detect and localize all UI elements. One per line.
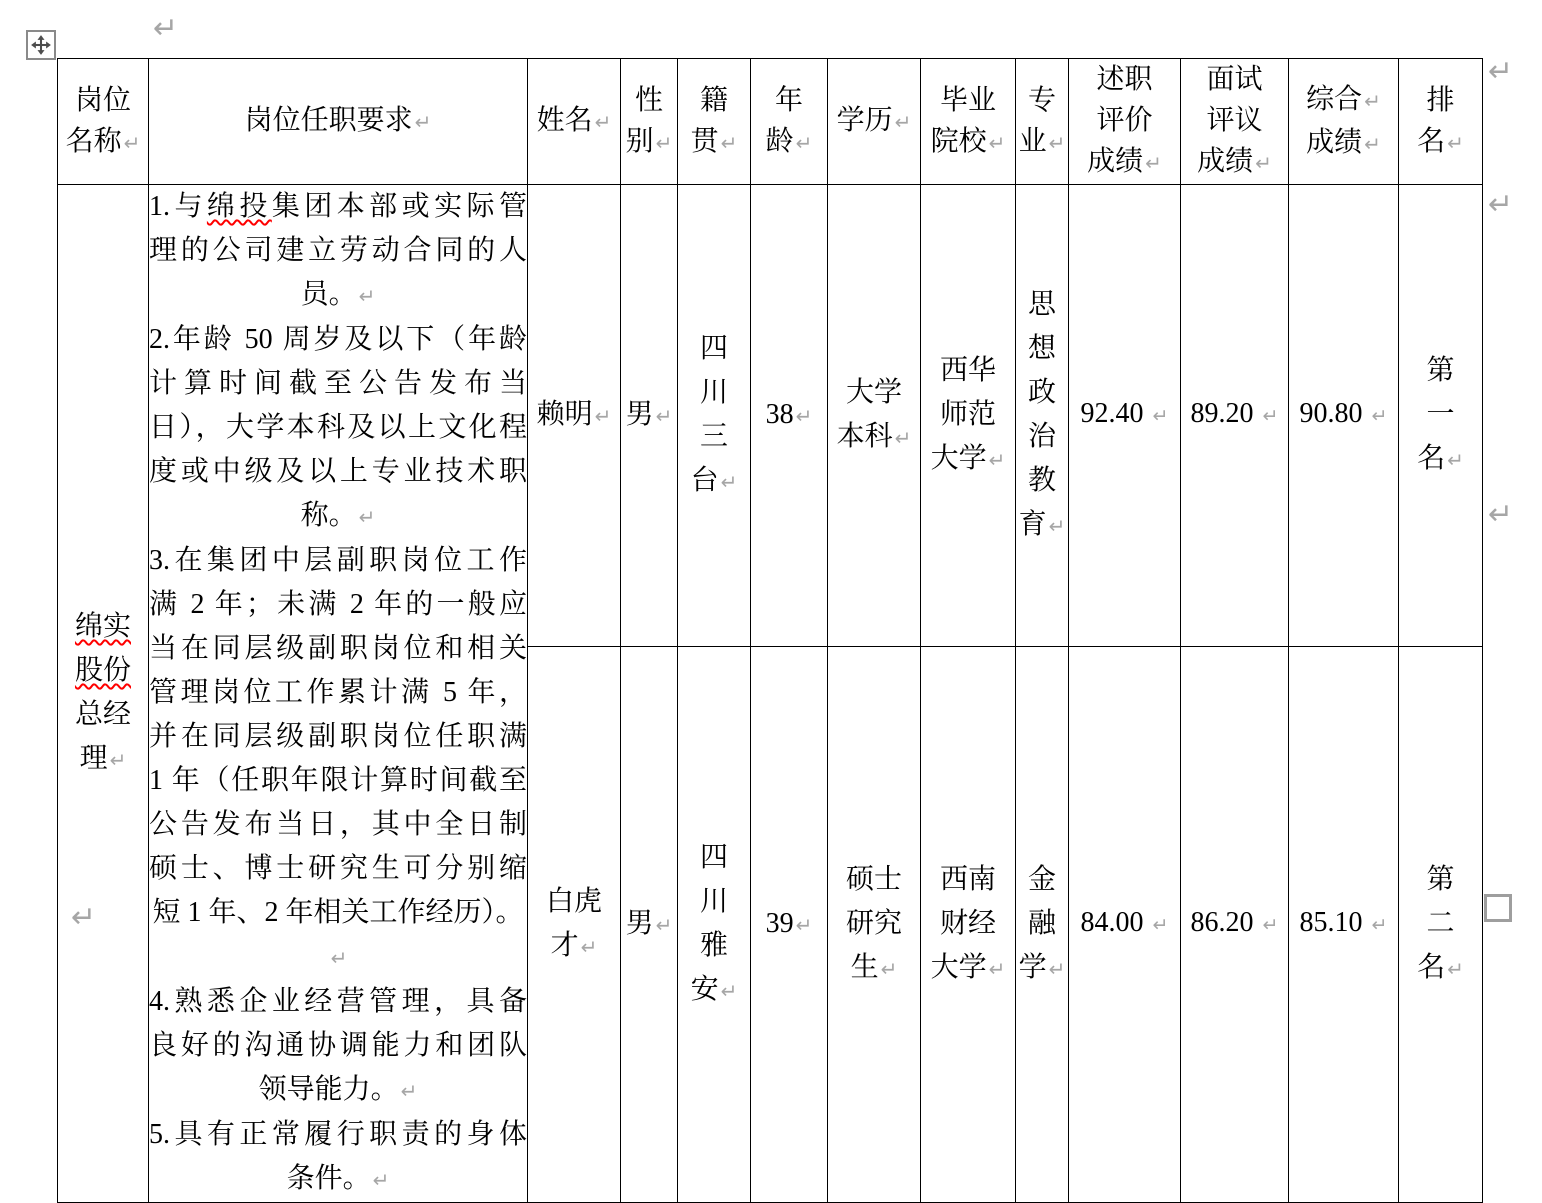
pilcrow-icon: ↵ [1048, 956, 1066, 981]
text-line [149, 539, 527, 583]
cell-text: 龄 [765, 125, 794, 157]
text-line [528, 100, 620, 143]
text-line [1289, 79, 1398, 122]
text-line [149, 803, 527, 847]
cell-text: 性 [634, 84, 663, 116]
pilcrow-icon: ↵ [594, 403, 612, 428]
cell-text: 84.00 [1080, 907, 1144, 939]
text-line [678, 459, 750, 504]
cell-text: 赖明 [536, 398, 593, 430]
text-line [921, 393, 1015, 437]
text-line [58, 693, 148, 737]
cell-text: 四 [699, 841, 728, 873]
text-line [678, 968, 750, 1013]
cell-text: 面试 [1206, 64, 1263, 95]
pilcrow-icon: ↵ [720, 469, 738, 494]
text-line [921, 121, 1015, 164]
cell-r2-age[interactable] [751, 646, 828, 1202]
cell-text: 89.20 [1190, 398, 1254, 430]
text-line [1016, 415, 1068, 459]
text-line [149, 100, 527, 143]
cell-text: 育 [1018, 508, 1047, 540]
text-line [58, 605, 148, 649]
pilcrow-icon: ↵ [1488, 497, 1514, 532]
cell-text: 金 [1027, 863, 1056, 895]
cell-text: 评议 [1206, 105, 1263, 136]
pilcrow-icon: ↵ [109, 748, 127, 772]
cell-text: 业 [1018, 125, 1047, 157]
pilcrow-icon: ↵ [358, 284, 376, 308]
pilcrow-icon: ↵ [655, 912, 673, 937]
cell-text: 1.与 [149, 191, 207, 222]
pilcrow-icon: ↵ [1447, 956, 1464, 981]
cell-text: 综合 [1306, 83, 1363, 115]
text-line [678, 327, 750, 371]
cell-r1-major[interactable] [1016, 185, 1069, 647]
cell-r1-rank[interactable] [1399, 185, 1483, 647]
cell-requirements[interactable] [149, 185, 528, 1203]
cell-r2-name[interactable] [528, 646, 621, 1202]
pilcrow-icon: ↵ [372, 1168, 390, 1192]
cell-text: 男 [625, 398, 654, 430]
col-header-native-place[interactable] [678, 59, 751, 185]
text-line [1069, 59, 1180, 100]
text-line [1016, 858, 1068, 902]
cell-text: 融 [1027, 907, 1056, 939]
text-line [1069, 392, 1180, 438]
text-line [149, 406, 527, 450]
text-line [149, 715, 527, 759]
cell-r2-rank[interactable] [1399, 646, 1483, 1202]
text-line [1289, 122, 1398, 165]
text-line [678, 880, 750, 924]
text-line [149, 450, 527, 494]
text-line [828, 415, 920, 460]
cell-text: 雅 [699, 929, 728, 961]
cell-text: 学 [1018, 951, 1047, 983]
cell-text: 想 [1027, 332, 1056, 364]
pilcrow-icon: ↵ [358, 505, 376, 529]
text-line [828, 902, 920, 946]
text-line [678, 80, 750, 121]
text-line [149, 1157, 527, 1202]
text-line [921, 437, 1015, 482]
cell-text: 才 [550, 929, 579, 961]
cell-text: 毕业 [939, 84, 996, 116]
cell-text: 治 [1027, 420, 1056, 452]
text-line [921, 858, 1015, 902]
pilcrow-icon: ↵ [720, 978, 738, 1003]
misspelled-text: 绵投 [206, 191, 272, 222]
text-line [921, 946, 1015, 991]
cell-r2-interview-score[interactable] [1181, 646, 1289, 1202]
pilcrow-icon: ↵ [1262, 914, 1279, 937]
text-line [828, 946, 920, 991]
header-row [58, 59, 1483, 185]
cell-text: 别 [625, 125, 654, 157]
cell-r2-native-place[interactable] [678, 646, 751, 1202]
text-line [828, 858, 920, 902]
text-line [678, 836, 750, 880]
text-line [149, 318, 527, 362]
cell-r1-name[interactable] [528, 185, 621, 647]
text-line [149, 273, 527, 318]
text-line [621, 121, 677, 164]
cell-r2-overall-score[interactable] [1289, 646, 1399, 1202]
cell-text: 安 [690, 973, 719, 1005]
cell-text: 领导能力。 [258, 1074, 399, 1105]
cell-text: 1 年（任职年限计算时间截至 [149, 765, 527, 796]
cell-text: 名 [1417, 951, 1446, 983]
cell-text: 条件。 [286, 1163, 371, 1194]
text-line [1181, 901, 1288, 947]
text-line [149, 671, 527, 715]
cell-text: 度或中级及以上专业技术职 [149, 456, 527, 487]
cell-text: 院校 [930, 125, 987, 157]
cell-text: 理 [79, 743, 108, 774]
text-line [921, 902, 1015, 946]
cell-text: 四 [699, 332, 728, 364]
cell-text: 川 [699, 885, 728, 917]
col-header-age[interactable] [751, 59, 828, 185]
cell-r2-gender[interactable] [621, 646, 678, 1202]
cell-r2-education[interactable] [828, 646, 921, 1202]
pilcrow-icon: ↵ [330, 946, 348, 970]
cell-text: 大学 [930, 951, 987, 983]
pilcrow-icon: ↵ [894, 110, 912, 134]
text-line [751, 80, 827, 121]
text-line [149, 1068, 527, 1113]
col-header-name[interactable] [528, 59, 621, 185]
cell-text: 当在同层级副职岗位和相关 [149, 633, 527, 664]
pilcrow-icon: ↵ [1447, 130, 1464, 155]
text-line [1289, 392, 1398, 438]
pilcrow-icon: ↵ [720, 130, 738, 155]
cell-text: 三 [699, 420, 728, 452]
col-header-overall-score[interactable] [1289, 59, 1399, 185]
text-line [58, 737, 148, 782]
text-line [1016, 283, 1068, 327]
cell-text: 良好的沟通协调能力和团队 [149, 1030, 527, 1061]
cell-text: 大学 [930, 442, 987, 474]
cell-text: 成绩 [1197, 146, 1254, 177]
pilcrow-icon: ↵ [1364, 131, 1381, 156]
cell-r1-gender[interactable] [621, 185, 678, 647]
text-line [1016, 459, 1068, 503]
cell-text: 述职 [1096, 64, 1153, 95]
pilcrow-icon: ↵ [1447, 447, 1464, 472]
text-line [751, 902, 827, 947]
cell-r1-education[interactable] [828, 185, 921, 647]
misspelled-text: 股份 [74, 655, 131, 686]
cell-text: 第 [1426, 863, 1455, 895]
cell-text: 86.20 [1190, 907, 1254, 939]
cell-text: 师范 [939, 398, 996, 430]
pilcrow-icon: ↵ [1048, 130, 1066, 155]
cell-text: 生 [850, 951, 879, 983]
col-header-gender[interactable] [621, 59, 678, 185]
col-header-rank[interactable] [1399, 59, 1483, 185]
four-way-arrow-icon [30, 34, 52, 56]
text-line [528, 393, 620, 438]
text-line [1181, 100, 1288, 141]
cell-text: 男 [625, 907, 654, 939]
cell-text: 满 2 年；未满 2 年的一般应 [149, 589, 527, 620]
pilcrow-icon: ↵ [1145, 151, 1162, 175]
text-line [1016, 121, 1068, 164]
cell-text: 贯 [690, 125, 719, 157]
cell-text: 一 [1426, 398, 1455, 430]
pilcrow-icon: ↵ [1262, 405, 1279, 428]
text-line [1069, 141, 1180, 184]
text-line [621, 393, 677, 438]
text-line [1069, 100, 1180, 141]
pilcrow-icon: ↵ [1152, 914, 1169, 937]
text-line [751, 121, 827, 164]
cell-text: 白虎 [545, 885, 602, 917]
cell-text: 学历 [836, 105, 893, 136]
cell-text: 思 [1027, 288, 1056, 320]
text-line [1069, 901, 1180, 947]
pilcrow-icon: ↵ [1488, 54, 1514, 89]
text-line [149, 627, 527, 671]
cell-r2-university[interactable] [921, 646, 1016, 1202]
text-line [751, 393, 827, 438]
cell-text: 3.在集团中层副职岗位工作 [149, 545, 527, 576]
col-header-position-name[interactable] [58, 59, 149, 185]
col-header-requirements[interactable] [149, 59, 528, 185]
col-header-major[interactable] [1016, 59, 1069, 185]
cell-text: 集团本部或实际管 [271, 191, 527, 222]
text-line [1399, 946, 1482, 991]
pilcrow-icon: ↵ [795, 403, 813, 428]
col-header-university[interactable] [921, 59, 1016, 185]
cell-text: 硕士、博士研究生可分别缩 [149, 853, 527, 884]
cell-text: 4.熟悉企业经营管理，具备 [149, 986, 527, 1017]
col-header-interview-score[interactable] [1181, 59, 1289, 185]
evaluation-results-table [57, 58, 1483, 1203]
cell-text: 成绩 [1306, 126, 1363, 158]
misspelled-text: 绵实 [74, 611, 131, 642]
text-line [149, 362, 527, 406]
table-move-handle-icon[interactable] [26, 30, 56, 60]
pilcrow-icon: ↵ [988, 447, 1006, 472]
cell-text: 管理岗位工作累计满 5 年， [149, 677, 527, 708]
cell-text: 财经 [939, 907, 996, 939]
pilcrow-icon: ↵ [414, 110, 432, 134]
cell-text: 计算时间截至公告发布当 [149, 368, 527, 399]
text-line [1016, 327, 1068, 371]
text-line [149, 583, 527, 627]
text-line [1016, 503, 1068, 548]
text-line [1399, 80, 1482, 121]
cell-text: 总经 [74, 699, 131, 730]
text-line [1181, 392, 1288, 438]
cell-text: 38 [765, 398, 794, 430]
cell-text: 研究 [845, 907, 902, 939]
cell-text: 公告发布当日，其中全日制 [149, 809, 527, 840]
cell-text: 岗位任职要求 [244, 105, 413, 136]
text-line [678, 121, 750, 164]
text-line [149, 980, 527, 1024]
cell-text: 名 [1417, 442, 1446, 474]
pilcrow-icon: ↵ [795, 912, 813, 937]
text-line [678, 924, 750, 968]
pilcrow-icon: ↵ [1371, 914, 1388, 937]
cell-text: 成绩 [1087, 146, 1144, 177]
text-line [1399, 121, 1482, 164]
text-line [58, 80, 148, 121]
cell-text: 姓名 [536, 105, 593, 136]
pilcrow-icon: ↵ [594, 110, 612, 134]
pilcrow-icon: ↵ [655, 403, 673, 428]
pilcrow-icon: ↵ [1152, 405, 1169, 428]
cell-text: 大学 [845, 376, 902, 408]
text-line [149, 891, 527, 980]
cell-position-name[interactable] [58, 185, 149, 1203]
cell-r1-university[interactable] [921, 185, 1016, 647]
cell-r2-debrief-score[interactable] [1069, 646, 1181, 1202]
cell-text: 92.40 [1080, 398, 1144, 430]
text-line [921, 349, 1015, 393]
pilcrow-icon: ↵ [123, 130, 141, 155]
text-line [1181, 59, 1288, 100]
pilcrow-icon: ↵ [580, 934, 598, 959]
cell-text: 政 [1027, 376, 1056, 408]
cell-text: 年 [774, 84, 803, 116]
cell-text: 员。 [300, 279, 357, 310]
text-line [149, 185, 527, 229]
text-line [58, 649, 148, 693]
cell-text: 西华 [939, 354, 996, 386]
text-line [1399, 393, 1482, 437]
pilcrow-icon: ↵ [400, 1079, 418, 1103]
cell-text: 日），大学本科及以上文化程 [149, 412, 527, 443]
text-line [678, 415, 750, 459]
cell-text: 称。 [300, 500, 357, 531]
text-line [1181, 141, 1288, 184]
cell-text: 2.年龄 50 周岁及以下（年龄 [149, 324, 527, 355]
pilcrow-icon: ↵ [1488, 187, 1514, 222]
pilcrow-icon: ↵ [1364, 88, 1381, 113]
cell-text: 本科 [836, 420, 893, 452]
cell-text: 西南 [939, 863, 996, 895]
cell-text: 岗位 [74, 84, 131, 116]
text-line [58, 121, 148, 164]
cell-text: 39 [765, 907, 794, 939]
pilcrow-icon: ↵ [894, 425, 912, 450]
pilcrow-icon: ↵ [1048, 513, 1066, 538]
text-line [828, 371, 920, 415]
pilcrow-icon: ↵ [988, 956, 1006, 981]
text-line [149, 847, 527, 891]
text-line [149, 229, 527, 273]
cell-r2-major[interactable] [1016, 646, 1069, 1202]
cell-r1-native-place[interactable] [678, 185, 751, 647]
pilcrow-icon: ↵ [153, 11, 179, 46]
cell-text: 专 [1027, 84, 1056, 116]
text-line [1016, 371, 1068, 415]
cell-r1-overall-score[interactable] [1289, 185, 1399, 647]
cell-text: 台 [690, 464, 719, 496]
text-line [1016, 80, 1068, 121]
cell-text: 短 1 年、2 年相关工作经历）。 [152, 897, 524, 928]
text-line [1399, 858, 1482, 902]
text-line [149, 759, 527, 803]
text-line [621, 902, 677, 947]
text-line [621, 80, 677, 121]
cell-text: 名称 [65, 125, 122, 157]
cell-text: 名 [1417, 125, 1446, 157]
pilcrow-icon: ↵ [71, 900, 97, 935]
text-line [149, 1113, 527, 1157]
cell-text: 川 [699, 376, 728, 408]
cell-text: 二 [1426, 907, 1455, 939]
text-line [1399, 902, 1482, 946]
pilcrow-icon: ↵ [1255, 151, 1272, 175]
text-line [921, 80, 1015, 121]
text-line [1399, 349, 1482, 393]
text-line [149, 1024, 527, 1068]
text-line [1016, 946, 1068, 991]
pilcrow-icon: ↵ [655, 130, 673, 155]
cell-text: 90.80 [1299, 398, 1363, 430]
cell-r1-interview-score[interactable] [1181, 185, 1289, 647]
cell-text: 评价 [1096, 105, 1153, 136]
col-header-education[interactable] [828, 59, 921, 185]
candidate-row-1 [58, 185, 1483, 647]
pilcrow-icon: ↵ [988, 130, 1006, 155]
text-line [678, 371, 750, 415]
cell-text: 教 [1027, 464, 1056, 496]
pilcrow-icon: ↵ [795, 130, 813, 155]
cell-text: 并在同层级副职岗位任职满 [149, 721, 527, 752]
pilcrow-icon: ↵ [880, 956, 898, 981]
cell-text: 第 [1426, 354, 1455, 386]
cell-text: 排 [1426, 84, 1455, 116]
text-line [1289, 901, 1398, 947]
col-header-debrief-score[interactable] [1069, 59, 1181, 185]
text-line [528, 880, 620, 924]
cell-text: 籍 [699, 84, 728, 116]
cell-text: 5.具有正常履行职责的身体 [149, 1119, 527, 1150]
cell-text: 理的公司建立劳动合同的人 [149, 235, 527, 266]
text-line [149, 494, 527, 539]
table-resize-handle[interactable] [1484, 894, 1512, 922]
cell-r1-debrief-score[interactable] [1069, 185, 1181, 647]
text-line [1016, 902, 1068, 946]
cell-text: 硕士 [845, 863, 902, 895]
cell-r1-age[interactable] [751, 185, 828, 647]
text-line [528, 924, 620, 969]
cell-text: 85.10 [1299, 907, 1363, 939]
pilcrow-icon: ↵ [1371, 405, 1388, 428]
text-line [1399, 437, 1482, 482]
text-line [828, 100, 920, 143]
